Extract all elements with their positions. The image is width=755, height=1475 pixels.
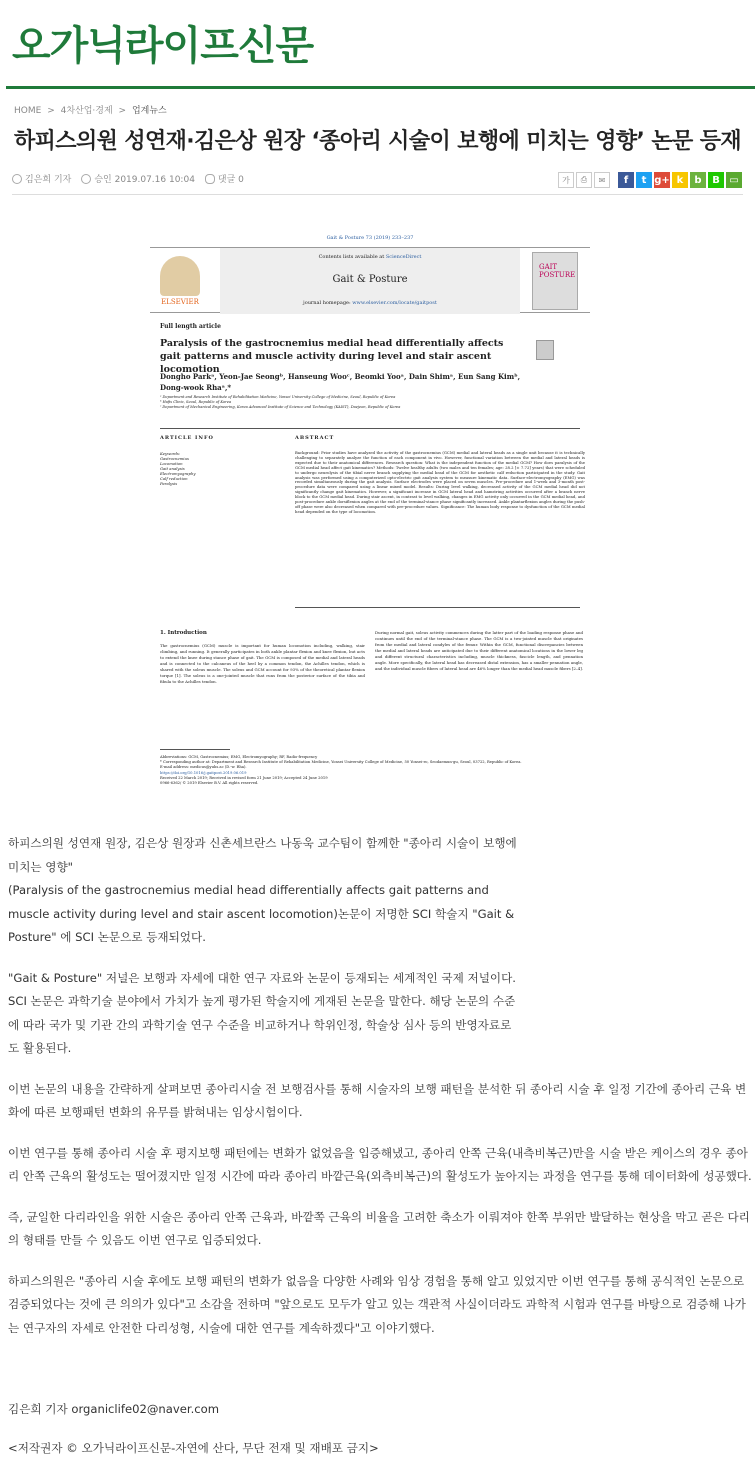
- article-info-heading: ARTICLE INFO: [160, 435, 214, 441]
- article-meta: [12, 172, 254, 185]
- facebook-share-icon[interactable]: f: [618, 172, 634, 188]
- body-paragraph-1-text: 하피스의원 성연재 원장, 김은상 원장과 신촌세브란스 나동욱 교수팀이 함께한 "종아리 시술이 보행에 미치는 영향": [8, 836, 517, 874]
- paper-title: Paralysis of the gastrocnemius medial head differentially affects gait patterns and muscle activity during level and stair ascent locomotion: [160, 338, 504, 375]
- email-address: E-mail address: medicus@yuhs.ac (D.-w. Rha).: [160, 765, 247, 770]
- paper-article-type: Full length article: [160, 323, 221, 330]
- footnote-divider: [160, 749, 230, 750]
- paper-keywords: Keywords: Gastrocnemius Locomotion Gait analysis Electromyography Calf reduction Paralysis: [160, 451, 196, 486]
- body-paragraph-1b: (Paralysis of the gastrocnemius medial head differentially affects gait patterns and muscle activity during level and stair ascent locomotion)논문이 저명한 SCI 학술지 "Gait & Posture" 에 SCI 논문으로 등재되었다.: [8, 883, 515, 944]
- paper-affiliations: ᵃ Department and Research Institute of Rehabilitation Medicine, Yonsei University College of Medicine, Seoul, Republic of Korea ᵇ Hafis Clinic, Seoul, Republic of Korea ᶜ Department of Mechanical Engineering, Korea Advanced Institute of Science and Technology (KAIST), Daejeon, Republic of Korea: [160, 395, 401, 409]
- body-paragraph-6: 하피스의원은 "종아리 시술 후에도 보행 패턴의 변화가 없음을 다양한 사례와 임상 경험을 통해 알고 있었지만 이번 연구를 통해 공식적인 논문으로 검증되었다는 것에 큰 의의가 있다"고 소감을 전하며 "앞으로도 모두가 알고 있는 객관적 사실이더라도 과학적 시험과 연구를 바탕으로 검증해 나가는 연구자의 자세로 안전한 다리성형, 시술에 대한 연구를 계속하겠다"고 이야기했다.: [8, 1273, 746, 1335]
- article-body: [8, 832, 753, 1455]
- email-button[interactable]: ✉: [594, 172, 610, 188]
- comment-count[interactable]: 댓글 0: [217, 175, 244, 185]
- received-dates: Received 22 March 2019; Received in revised form 21 June 2019; Accepted 24 June 2019: [160, 775, 328, 780]
- print-button[interactable]: ⎙: [576, 172, 592, 188]
- blog-share-icon[interactable]: B: [708, 172, 724, 188]
- cover-title: GAIT POSTURE: [539, 263, 576, 279]
- body-paragraph-5: 즉, 균일한 다리라인을 위한 시술은 종아리 안쪽 근육과, 바깥쪽 근육의 비율을 고려한 축소가 이뤄져야 한쪽 부위만 발달하는 현상을 막고 곧은 다리의 형태를 만들 수 있음도 이번 연구로 입증되었다.: [8, 1209, 750, 1247]
- breadcrumb-section[interactable]: 4차산업·경제: [60, 106, 113, 116]
- breadcrumb-separator: >: [118, 106, 127, 116]
- body-paragraph-2: "Gait & Posture" 저널은 보행과 자세에 대한 연구 자료와 논문이 등재되는 세계적인 국제 저널이다. SCI 논문은 과학기술 분야에서 가치가 높게 평가된 학술지에 게재된 논문을 말한다. 해당 논문의 수준에 따라 국가 및 기관 간의 과학기술 연구 수준을 비교하거나 학위인정, 학술상 심사 등의 반영자료로도 활용된다.: [8, 970, 516, 1055]
- body-paragraph-3: 이번 논문의 내용을 간략하게 살펴보면 종아리시술 전 보행검사를 통해 시술자의 보행 패턴을 분석한 뒤 종아리 시술 후 일정 기간에 종아리 근육 변화에 따른 보행패턴 변화의 유무를 밝혀내는 임상시험이다.: [8, 1081, 747, 1119]
- approval-time: 승인 2019.07.16 10:04: [94, 175, 195, 185]
- abstract-divider: [295, 607, 580, 608]
- elsevier-name: ELSEVIER: [161, 298, 199, 306]
- body-paragraph-4: 이번 연구를 통해 종아리 시술 후 평지보행 패턴에는 변화가 없었음을 입증해냈고, 종아리 안쪽 근육(내측비복근)만을 시술 받은 케이스의 경우 종아리 안쪽 근육의 활성도는 떨어졌지만 일정 시간에 따라 종아리 바깥근육(외측비복근)의 활성도가 높아지는 과정을 연구를 통해 데이터화에 성공했다.: [8, 1145, 752, 1183]
- paper-authors: Dongho Parkᵃ, Yeon-Jae Seongᵇ, Hanseung Wooᶜ, Beomki Yooᵃ, Dain Shimᵃ, Eun Sang Kimᵇ, Dong-wook Rhaᵃ,*: [160, 372, 521, 392]
- issn-copyright: 0966-6362/ © 2019 Elsevier B.V. All rights reserved.: [160, 781, 259, 786]
- comment-info[interactable]: [205, 172, 244, 185]
- homepage-label: journal homepage:: [303, 300, 351, 306]
- breadcrumb-home[interactable]: HOME: [14, 106, 42, 116]
- google-plus-share-icon[interactable]: g+: [654, 172, 670, 188]
- corresponding-author: * Corresponding author at: Department and Research Institute of Rehabilitation Medicine, Yonsei University College of Medicine, 50 Yonsei-ro, Seodaemun-gu, Seoul, 03722, Republic of Korea.: [160, 760, 522, 765]
- line-share-icon[interactable]: ▭: [726, 172, 742, 188]
- breadcrumb-separator: >: [47, 106, 55, 116]
- band-share-icon[interactable]: b: [690, 172, 706, 188]
- crossmark-icon: [536, 340, 554, 360]
- header-divider: [6, 86, 755, 89]
- body-paragraph-1: [8, 832, 520, 879]
- user-icon: [12, 174, 22, 184]
- meta-divider: [12, 194, 743, 195]
- contents-label: Contents lists available at: [318, 254, 385, 260]
- intro-column-2: During normal gait, soleus activity commences during the latter part of the loading response phase and continues until the end of the terminal-stance phase. The GCM is a two-jointed muscle that originates from the medial and lateral condyles of the femur. Within the GCM, functional discrepancies between the medial and lateral heads are anticipated due to their different anatomical locations in the lower leg and different structural characteristics including, muscle thickness, fascicle length, and pennation angle. More specifically, the lateral head has decreased distal extension, has a smaller pennation angle, and the individual muscle fibers of lateral head are 46% longer than the medial head muscle fibers [2–4].: [375, 630, 583, 671]
- intro-heading: 1. Introduction: [160, 630, 207, 636]
- copyright-notice: <저작권자 © 오가닉라이프신문-자연에 산다, 무단 전재 및 재배포 금지>: [8, 1441, 379, 1455]
- approval-info: [81, 172, 195, 185]
- article-headline: 하피스의원 성연재·김은상 원장 ‘종아리 시술이 보행에 미치는 영향’ 논문 등재: [14, 129, 742, 154]
- paper-image: [150, 225, 590, 810]
- breadcrumb: [14, 103, 170, 116]
- site-logo[interactable]: 오가닉라이프신문: [12, 23, 314, 69]
- paper-header-center: [220, 248, 520, 314]
- share-buttons: [618, 172, 744, 188]
- paper-journal-ref: Gait & Posture 73 (2019) 233–237: [326, 235, 414, 241]
- contents-line: [220, 254, 520, 260]
- journal-name: Gait & Posture: [332, 274, 408, 285]
- article-tools: [558, 172, 612, 188]
- paper-divider: [160, 428, 580, 429]
- kakaostory-share-icon[interactable]: k: [672, 172, 688, 188]
- elsevier-tree-icon: [160, 256, 200, 296]
- doi-link: https://doi.org/10.1016/j.gaitpost.2019.06.019: [160, 770, 247, 775]
- journal-homepage: [220, 300, 520, 306]
- author-info: [12, 172, 71, 185]
- twitter-share-icon[interactable]: t: [636, 172, 652, 188]
- paper-abstract: Background: Prior studies have analyzed the activity of the gastrocnemius (GCM) medial and lateral heads as a single unit because it is technically challenging to separately analyze the function of each component in vivo. However, functional variation between the medial and lateral heads is expected due to their anatomical differences. Research question: What is the independent function of the medial GCM? How does paralysis of the GCM medial head affect gait kinematics? Methods: Twelve healthy adults (two males and ten females; age: 28.2 [± 7.72] years) that were scheduled to undergo neurolysis of the tibial nerve branch supplying the medial head of the GCM for aesthetic calf reduction participated in the study. Gait analysis was performed using a computerized opto-electric gait analysis system to measure kinematic data. Surface-electromyography (EMG) was recorded simultaneously during the gait analysis. Surface electrodes were placed on seven muscles. Pre-procedure and 1-week and 3-month post-procedure data were compared using a linear mixed model. Results: During level walking, decreased activity of the GCM medial head did not significantly change gait kinematics. However, a significant increase in GCM lateral head and hamstring activities occurred after a branch nerve block to the GCM medial head. During stair ascent, in contrast to level walking, changes in EMG activity only occurred in the GCM medial head, and post-procedure ankle dorsiflexion angles at the end of the terminal-stance phase significantly increased. Ankle plantarflexion angles during the push-off phase were also decreased when compared with pre-procedure values. Significance: The human body response to dysfunction of the GCM medial head depended on the type of locomotion.: [295, 451, 585, 514]
- sciencedirect-link: ScienceDirect: [385, 254, 422, 260]
- clock-icon: [81, 174, 91, 184]
- author-name: 김은희 기자: [25, 175, 72, 185]
- intro-column-1: The gastrocnemius (GCM) muscle is important for human locomotion including, walking, stair climbing, and running. It generally participates in both ankle plantar flexion and knee flexion, but acts to extend the knee during stance phase of gait. The GCM is composed of the medial and lateral heads and is connected to the calcaneus of the heel by a common tendon, the Achilles tendon, which is shared with the soleus muscle. The soleus and GCM account for 93% of the theoretical plantar flexion torque [1]. The soleus is a one-jointed muscle that runs from the posterior surface of the tibia and fibula to the Achilles tendon.: [160, 643, 365, 684]
- abstract-heading: ABSTRACT: [295, 435, 335, 441]
- font-size-button[interactable]: 가: [558, 172, 574, 188]
- breadcrumb-subsection[interactable]: 업계뉴스: [131, 106, 167, 116]
- masthead: [0, 0, 755, 88]
- paper-footnotes: [160, 755, 580, 786]
- comment-icon: [205, 174, 215, 184]
- abbreviations: Abbreviations: GCM, Gastrocnemius; EMG, Electromyography; RF, Radio-frequency: [160, 755, 318, 759]
- elsevier-logo: [152, 254, 208, 310]
- homepage-url: www.elsevier.com/locate/gaitpost: [352, 300, 437, 306]
- paper-header: [150, 247, 590, 313]
- journal-cover: [532, 252, 578, 310]
- reporter-byline: 김은희 기자 organiclife02@naver.com: [8, 1402, 220, 1416]
